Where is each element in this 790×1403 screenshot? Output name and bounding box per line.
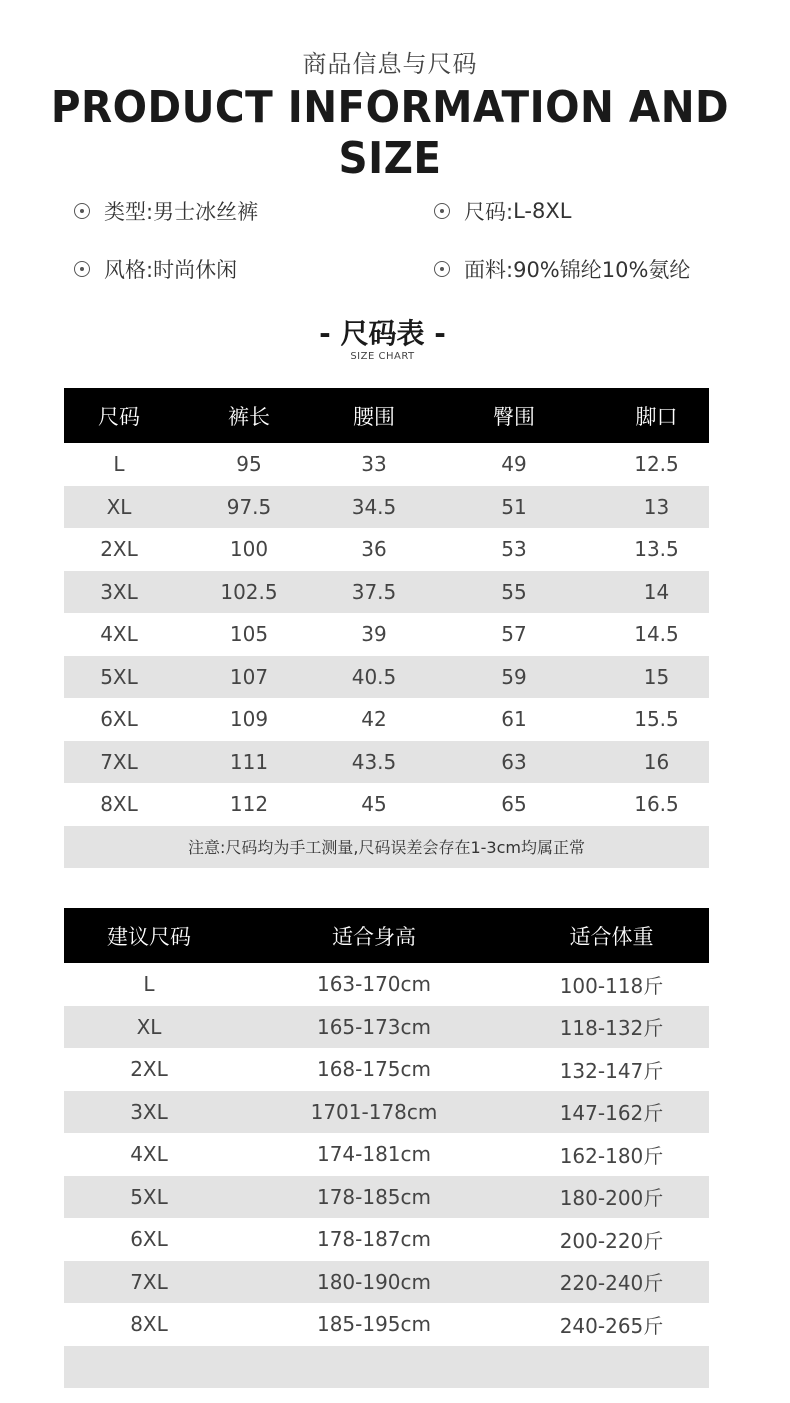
table-cell: 6XL	[100, 707, 138, 732]
table-cell: 53	[501, 537, 527, 562]
table-cell: 36	[361, 537, 387, 562]
info-style-label: 风格:	[104, 258, 154, 282]
table-cell: 5XL	[64, 656, 174, 699]
table-cell: 34.5	[324, 486, 424, 529]
table-row	[64, 486, 709, 529]
table-cell: 15.5	[634, 707, 679, 732]
bullet-circle-icon	[434, 261, 450, 277]
table-cell: 180-200斤	[514, 1176, 709, 1219]
size-chart-subtitle: SIZE CHART	[350, 351, 415, 362]
table-row	[64, 1091, 709, 1134]
table-cell: 61	[501, 707, 527, 732]
info-type-label: 类型:	[104, 200, 154, 224]
table-cell: 49	[501, 452, 527, 477]
table-row	[64, 963, 709, 1006]
table-row	[64, 656, 709, 699]
bullet-circle-icon	[434, 203, 450, 219]
table-cell: 15	[604, 656, 709, 699]
table-cell: 5XL	[64, 1176, 234, 1219]
table-cell: 2XL	[100, 537, 138, 562]
table-cell: 63	[424, 741, 604, 784]
table-cell: 3XL	[64, 571, 174, 614]
info-row-2	[74, 240, 734, 298]
size-table-header-row	[64, 388, 709, 443]
table-cell: L	[143, 972, 155, 997]
table-row	[64, 613, 709, 656]
table-cell: 2XL	[130, 1057, 168, 1082]
table-cell: 100	[229, 537, 269, 562]
table-row	[64, 1048, 709, 1091]
info-fabric-value: 90%锦纶10%氨纶	[513, 258, 691, 282]
table-row	[64, 1303, 709, 1346]
table-cell: 6XL	[130, 1227, 168, 1252]
table-cell: 39	[361, 622, 387, 647]
table-cell: 185-195cm	[316, 1312, 432, 1337]
table-empty-row	[64, 1346, 709, 1388]
info-style	[74, 254, 434, 284]
table-row	[64, 741, 709, 784]
size-chart-title: - 尺码表 -	[319, 317, 446, 350]
table-row	[64, 1006, 709, 1049]
info-size-value: L-8XL	[513, 199, 572, 223]
table-cell: 112	[229, 792, 269, 817]
table-cell: 12.5	[634, 452, 679, 477]
info-fabric-label: 面料:	[464, 258, 514, 282]
table-cell: 8XL	[100, 792, 138, 817]
info-type-value: 男士冰丝裤	[153, 200, 259, 224]
table-cell: 16.5	[634, 792, 679, 817]
table-cell: 13	[604, 486, 709, 529]
table-cell: 118-132斤	[514, 1006, 709, 1049]
table-note-row	[64, 826, 709, 868]
table-cell: 43.5	[324, 741, 424, 784]
table-cell: 37.5	[324, 571, 424, 614]
header-title-cn: 商品信息与尺码	[302, 50, 478, 78]
column-header: 适合身高	[234, 908, 514, 963]
table-cell: 162-180斤	[559, 1143, 664, 1168]
table-cell: XL	[64, 486, 174, 529]
table-cell: 178-187cm	[316, 1227, 432, 1252]
table-cell: 97.5	[174, 486, 324, 529]
table-cell: 55	[424, 571, 604, 614]
table-cell: 240-265斤	[559, 1313, 664, 1338]
empty-cell	[64, 1346, 709, 1388]
recommend-table-body	[64, 963, 709, 1388]
bullet-circle-icon	[74, 203, 90, 219]
table-cell: 33	[361, 452, 387, 477]
table-cell: 105	[229, 622, 269, 647]
table-cell: 109	[229, 707, 269, 732]
table-cell: 4XL	[130, 1142, 168, 1167]
table-row	[64, 1133, 709, 1176]
table-row	[64, 783, 709, 826]
table-cell: 13.5	[634, 537, 679, 562]
recommend-size-table	[64, 908, 709, 1388]
table-cell: 59	[424, 656, 604, 699]
table-cell: 220-240斤	[514, 1261, 709, 1304]
table-cell: 180-190cm	[234, 1261, 514, 1304]
table-row	[64, 1176, 709, 1219]
table-cell: 14.5	[634, 622, 679, 647]
table-cell: 7XL	[64, 741, 174, 784]
column-header: 腰围	[324, 388, 424, 443]
table-cell: 7XL	[64, 1261, 234, 1304]
info-type	[74, 196, 434, 226]
table-cell: XL	[64, 1006, 234, 1049]
bullet-circle-icon	[74, 261, 90, 277]
info-size	[434, 196, 734, 226]
product-info-grid	[74, 182, 734, 298]
table-cell: 65	[501, 792, 527, 817]
column-header: 适合体重	[514, 908, 709, 963]
table-cell: 16	[604, 741, 709, 784]
table-cell: 57	[501, 622, 527, 647]
measurement-note: 注意:尺码均为手工测量,尺码误差会存在1-3cm均属正常	[64, 826, 709, 868]
info-row-1	[74, 182, 734, 240]
table-cell: 8XL	[130, 1312, 168, 1337]
table-row	[64, 528, 709, 571]
table-cell: 42	[361, 707, 387, 732]
table-cell: 4XL	[100, 622, 138, 647]
column-header: 建议尺码	[64, 908, 234, 963]
table-cell: 147-162斤	[514, 1091, 709, 1134]
size-chart-table	[64, 388, 709, 868]
table-cell: 174-181cm	[316, 1142, 432, 1167]
table-cell: 3XL	[64, 1091, 234, 1134]
table-row	[64, 443, 709, 486]
table-cell: 40.5	[324, 656, 424, 699]
size-table-body	[64, 443, 709, 868]
table-cell: 111	[174, 741, 324, 784]
column-header: 裤长	[174, 388, 324, 443]
table-cell: 200-220斤	[559, 1228, 664, 1253]
table-row	[64, 1261, 709, 1304]
info-fabric	[434, 254, 734, 284]
table-cell: 107	[174, 656, 324, 699]
table-cell: 100-118斤	[559, 973, 664, 998]
table-cell: 45	[361, 792, 387, 817]
table-row	[64, 1218, 709, 1261]
recommend-table-header-row	[64, 908, 709, 963]
table-cell: L	[113, 452, 125, 477]
info-size-label: 尺码:	[464, 200, 514, 224]
table-cell: 95	[236, 452, 262, 477]
info-style-value: 时尚休闲	[153, 258, 238, 282]
table-cell: 14	[604, 571, 709, 614]
table-cell: 132-147斤	[559, 1058, 664, 1083]
table-cell: 165-173cm	[234, 1006, 514, 1049]
header-title-en: PRODUCT INFORMATION AND SIZE	[50, 82, 730, 184]
table-cell: 168-175cm	[316, 1057, 432, 1082]
table-cell: 1701-178cm	[234, 1091, 514, 1134]
table-row	[64, 698, 709, 741]
table-cell: 163-170cm	[316, 972, 432, 997]
table-cell: 102.5	[174, 571, 324, 614]
table-row	[64, 571, 709, 614]
column-header: 脚口	[604, 388, 709, 443]
column-header: 尺码	[64, 388, 174, 443]
table-cell: 178-185cm	[234, 1176, 514, 1219]
column-header: 臀围	[424, 388, 604, 443]
table-cell: 51	[424, 486, 604, 529]
